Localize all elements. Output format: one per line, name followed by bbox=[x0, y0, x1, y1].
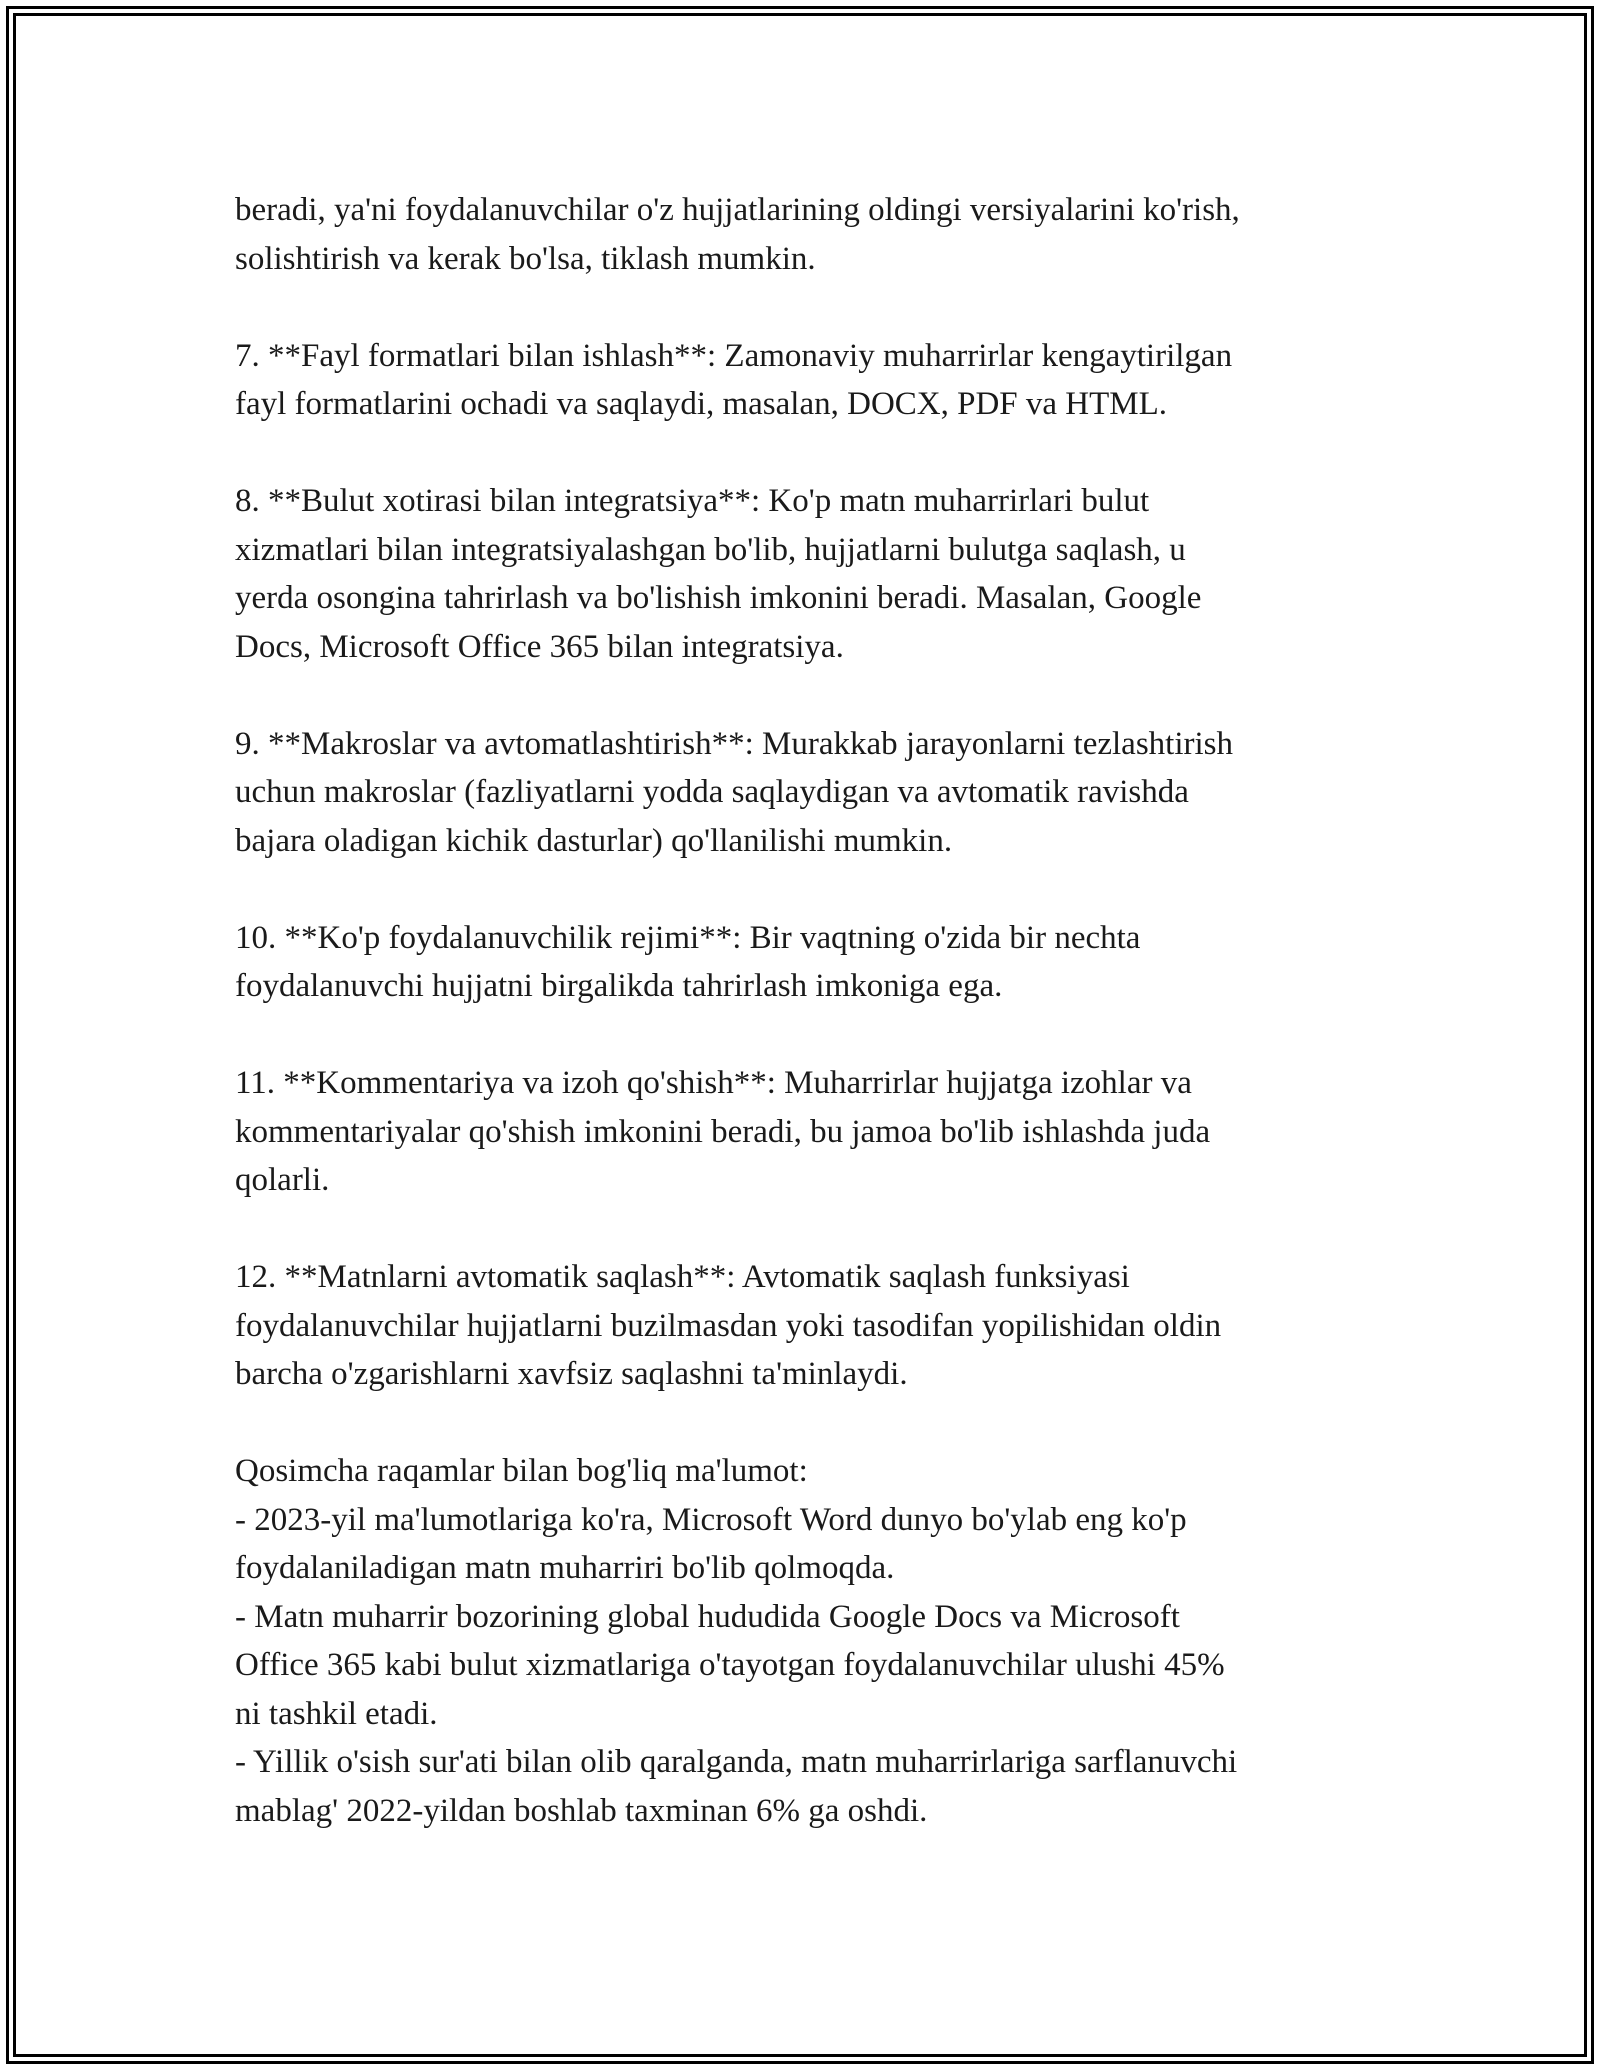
paragraph-macros: 9. **Makroslar va avtomatlashtirish**: Murakkab jarayonlarni tezlashtirish uchun makroslar (fazliyatlarni yodda saqlaydigan va avtomatik ravishda bajara oladigan kichik dasturlar) qo'llanilishi mumkin. bbox=[235, 725, 1233, 859]
paragraph-comments: 11. **Kommentariya va izoh qo'shish**: Muharrirlar hujjatga izohlar va kommentariyalar qo'shish imkonini beradi, bu jamoa bo'lib ishlashda juda qolarli. bbox=[235, 1065, 1211, 1198]
paragraph-autosave: 12. **Matnlarni avtomatik saqlash**: Avtomatik saqlash funksiyasi foydalanuvchilar hujjatlarni buzilmasdan yoki tasodifan yopilishidan oldin barcha o'zgarishlarni xavfsiz saqlashni ta'minlaydi. bbox=[235, 1259, 1222, 1392]
paragraph-cloud-integration: 8. **Bulut xotirasi bilan integratsiya**: Ko'p matn muharrirlari bulut xizmatlari bilan integratsiyalashgan bo'lib, hujjatlarni bulutga saqlash, u yerda osongina tahrirlash va bo'lishish imkonini beradi. Masalan, Google Docs, Microsoft Office 365 bilan integratsiya. bbox=[235, 483, 1202, 665]
paragraph-file-formats: 7. **Fayl formatlari bilan ishlash**: Zamonaviy muharrirlar kengaytirilgan fayl formatlarini ochadi va saqlaydi, masalan, DOCX, PDF va HTML. bbox=[235, 337, 1233, 422]
paragraph-additional-info: Qosimcha raqamlar bilan bog'liq ma'lumot: - 2023-yil ma'lumotlariga ko'ra, Microsoft Word dunyo bo'ylab eng ko'p foydalaniladigan matn muharriri bo'lib qolmoqda. - Matn muharrir bozorining global hududida Google Docs va Microsoft Office 365 kabi bulut xizmatlariga o'tayotgan foydalanuvchilar ulushi 45% ni tashkil etadi. - Yillik o'sish sur'ati bilan olib qaralganda, matn muharrirlariga sarflanuvchi mablag' 2022-yildan boshlab taxminan 6% ga oshdi. bbox=[235, 1453, 1238, 1829]
paragraph-multi-user: 10. **Ko'p foydalanuvchilik rejimi**: Bir vaqtning o'zida bir nechta foydalanuvchi hujjatni birgalikda tahrirlash imkoniga ega. bbox=[235, 919, 1141, 1004]
paragraph-version-history: beradi, ya'ni foydalanuvchilar o'z hujjatlarining oldingi versiyalarini ko'rish, solishtirish va kerak bo'lsa, tiklash mumkin. bbox=[235, 192, 1240, 277]
document-body bbox=[235, 186, 1385, 1835]
